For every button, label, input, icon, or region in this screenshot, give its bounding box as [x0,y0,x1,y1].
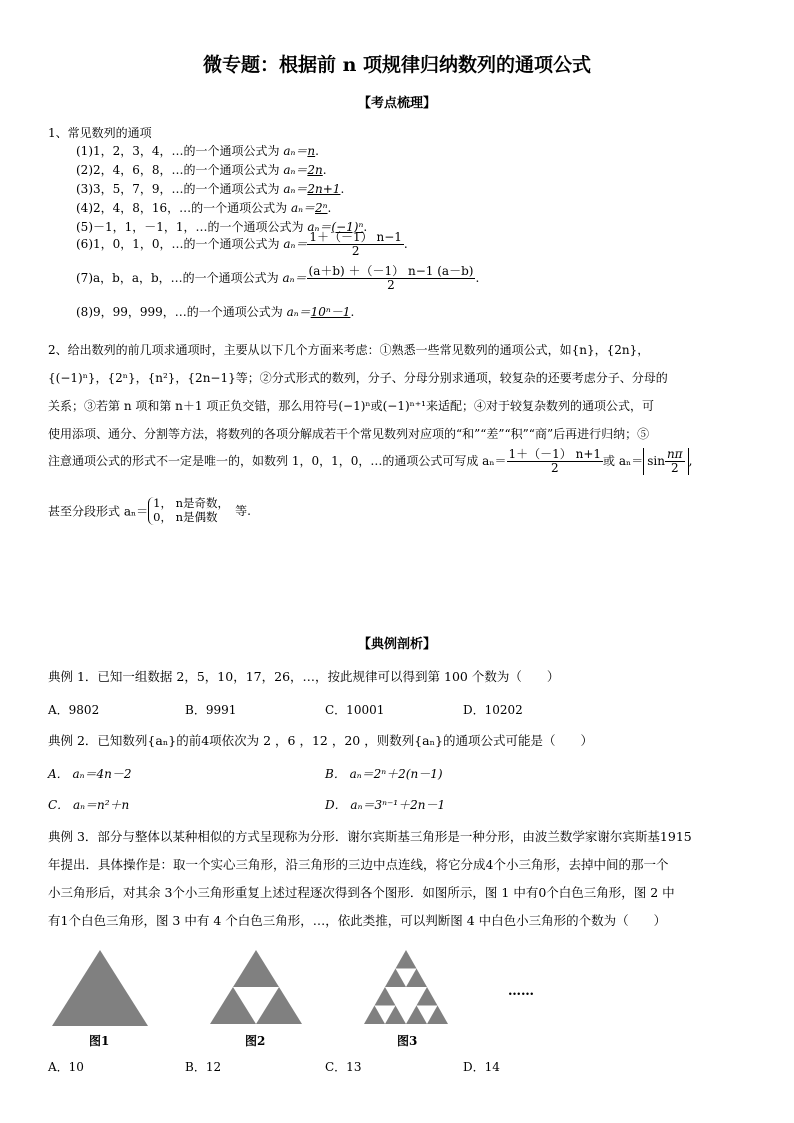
p2-line-2: {(−1)ⁿ}，{2ⁿ}，{n²}，{2n−1}等；②分式形式的数列，分子、分母分别求通项，较复杂的还要考虑分子、分母的 [48,371,668,385]
page-title: 微专题：根据前 n 项规律归纳数列的通项公式 [202,54,592,76]
an-label: aₙ＝ [282,271,307,286]
p1-item-6 [76,231,408,258]
p1-item-8 [76,303,354,320]
q2-option-b[interactable]: B． aₙ＝2ⁿ＋2(n－1) [325,767,443,781]
p1-item-suffix: . [403,237,408,252]
p2-line-6 [48,497,251,525]
q3-line-1: 典例 3．部分与整体以某种相似的方式呈现称为分形．谢尔宾斯基三角形是一种分形，由波兰数学家谢尔宾斯基1915 [48,829,692,844]
solid-triangle [52,950,148,1026]
p1-item-2 [76,161,327,178]
p1-item-prefix: (1)1，2，3，4，…的一个通项公式为 [76,144,284,158]
p1-item-prefix: (8)9，99，999，…的一个通项公式为 [76,305,287,319]
p2-line-1: 2、给出数列的前几项求通项时，主要从以下几个方面来考虑：①熟悉一些常见数列的通项公式，如{n}，{2n}， [48,343,650,357]
p1-item-prefix: (2)2，4，6，8，…的一个通项公式为 [76,163,284,177]
an-label: aₙ＝ [291,201,316,215]
an-label: aₙ＝ [283,182,308,196]
section-heading-examples: 【典例剖析】 [357,637,436,652]
fraction-denominator: 2 [670,461,679,476]
an-label: aₙ＝ [307,220,332,234]
fraction-denominator: 2 [351,244,360,259]
p1-item-prefix: (3)3，5，7，9，…的一个通项公式为 [76,182,284,196]
absolute-value [643,448,688,475]
q3-option-b[interactable]: B．12 [185,1060,222,1074]
q2-option-a[interactable]: A． aₙ＝4n－2 [48,767,132,781]
p2-line-5-mid: 或 aₙ＝ [603,454,644,469]
p1-item-suffix: . [363,220,368,234]
sierpinski-figure-1 [50,948,150,1028]
fraction-numerator: (a＋b) ＋（－1） n−1 (a－b) [308,264,474,278]
p1-item-prefix: (7)a，b，a，b，…的一个通项公式为 [76,271,283,286]
p2-line-6-suffix: 等. [235,504,251,519]
p1-item-prefix: (4)2，4，8，16，…的一个通项公式为 [76,201,291,215]
p1-item-formula: 2ⁿ [315,201,328,215]
p2-line-5-prefix: 注意通项公式的形式不一定是唯一的，如数列 1，0，1，0，…的通项公式可写成 aₙ＝ [48,454,507,469]
fraction-numerator: 1＋（－1） n+1 [508,447,602,461]
q1-option-b[interactable]: B．9991 [185,703,237,717]
sierpinski-figure-3 [362,948,450,1026]
q1-option-c[interactable]: C．10001 [325,703,385,717]
p1-item-formula: 2n [307,163,323,177]
p2-line-4: 使用添项、通分、分割等方法，将数列的各项分解成若干个常见数列对应项的“和”“差”“积”“商”后再进行归纳；⑤ [48,427,650,441]
sierpinski-figure-2 [208,948,304,1026]
p1-item-suffix: . [322,163,327,177]
q2-stem: 典例 2．已知数列{aₙ}的前4项依次为 2 ，6 ，12 ，20 ，则数列{aₙ}的通项公式可能是（ ） [48,733,593,748]
p1-item-3 [76,180,344,197]
fraction-numerator: 1＋（－1） n−1 [309,230,402,244]
an-label: aₙ＝ [283,237,308,252]
p1-item-suffix: . [340,182,345,196]
p1-item-suffix: . [350,305,355,319]
p1-item-1 [76,142,319,159]
piecewise-case-odd: 1， n是奇数， [153,496,230,510]
q1-option-d[interactable]: D．10202 [463,703,523,717]
p1-item-7 [76,265,479,292]
figure-ellipsis: …… [508,984,534,999]
section-heading-key-points: 【考点梳理】 [357,96,436,111]
q3-line-2: 年提出．具体操作是：取一个实心三角形，沿三角形的三边中点连线，将它分成4个小三角形，去掉中间的那一个 [48,857,669,872]
p1-item-formula: n [307,144,316,158]
an-label: aₙ＝ [283,163,308,177]
q3-option-c[interactable]: C．13 [325,1060,362,1074]
q1-option-a[interactable]: A．9802 [48,703,100,717]
q2-option-d[interactable]: D． aₙ＝3ⁿ⁻¹＋2n－1 [325,798,446,812]
sin-label: sin [647,454,665,469]
figure-2-label: 图2 [245,1034,266,1048]
p1-item-suffix: . [327,201,332,215]
p1-heading: 1、常见数列的通项 [48,126,152,140]
fraction [665,448,685,475]
fraction [307,265,476,292]
q3-option-d[interactable]: D．14 [463,1060,500,1074]
an-label: aₙ＝ [283,144,308,158]
fraction [507,448,604,475]
p1-item-formula: (−1)ⁿ [331,220,364,234]
p1-item-prefix: (6)1，0，1，0，…的一个通项公式为 [76,237,284,252]
fraction-denominator: 2 [387,278,395,293]
piecewise-case-even: 0， n是偶数 [153,509,218,524]
fraction [307,231,404,258]
p2-line-3: 关系；③若第 n 项和第 n＋1 项正负交错，那么用符号(−1)ⁿ或(−1)ⁿ⁺¹来适配；④对于较复杂数列的通项公式，可 [48,399,654,413]
piecewise-brace [148,497,229,525]
p2-line-6-prefix: 甚至分段形式 aₙ＝ [48,504,149,519]
figure-1-label: 图1 [89,1034,110,1048]
p1-item-suffix: . [475,271,480,286]
figure-3-label: 图3 [397,1034,418,1048]
p1-item-formula: 2n+1 [307,182,341,196]
p1-item-suffix: . [315,144,319,158]
p2-line-5: 注意通项公式的形式不一定是唯一的，如数列 1，0，1，0，…的通项公式可写成 aₙ＝ $\frac{1+(-1) n+1}{2}$ 或 aₙ＝ sin $\frac{n\pi}{2}$ , [48,447,693,476]
p1-item-4 [76,199,331,216]
q2-option-c[interactable]: C． aₙ＝n²＋n [48,798,130,812]
q1-stem: 典例 1．已知一组数据 2，5，10，17，26，…，按此规律可以得到第 100 个数为（ ） [48,669,560,684]
fraction-denominator: 2 [550,461,559,476]
q3-line-4: 有1个白色三角形，图 3 中有 4 个白色三角形，…，依此类推，可以判断图 4 中白色小三角形的个数为（ ） [48,913,667,928]
fraction-numerator: nπ [666,447,683,461]
p1-item-formula: 10ⁿ－1 [310,305,351,319]
q3-line-3: 小三角形后，对其余 3个小三角形重复上述过程逐次得到各个图形．如图所示，图 1 中有0个白色三角形，图 2 中 [48,885,675,900]
an-label: aₙ＝ [286,305,311,319]
q3-option-a[interactable]: A．10 [48,1060,84,1074]
p1-item-prefix: (5)－1，1，－1，1，…的一个通项公式为 [76,220,308,234]
